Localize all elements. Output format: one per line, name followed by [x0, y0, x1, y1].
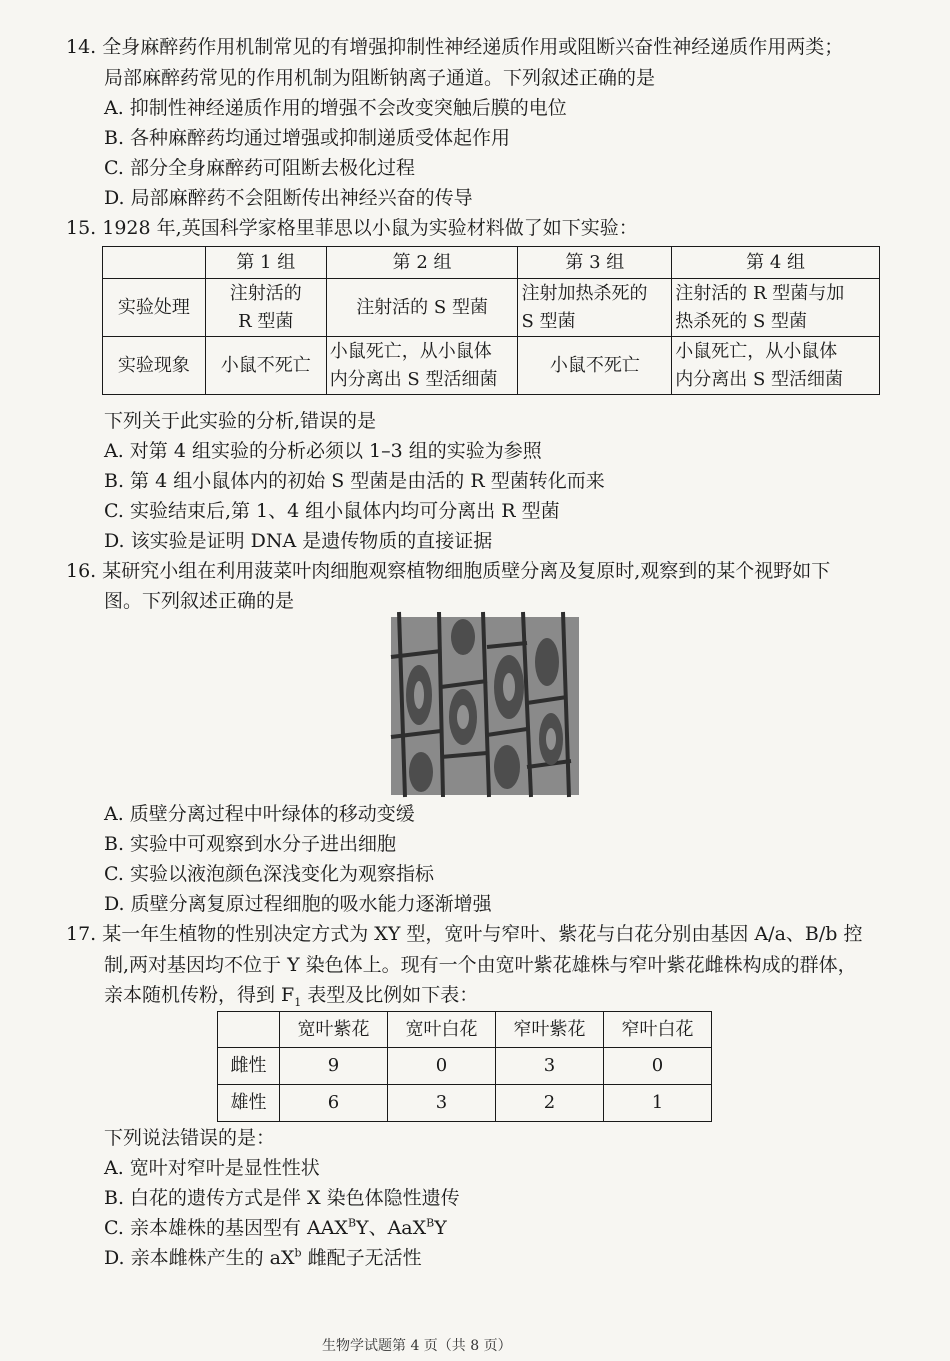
micrograph-image	[391, 617, 579, 795]
table-cell	[205, 337, 326, 395]
q15-experiment-table	[102, 246, 880, 395]
q14-option-a: A. 抑制性神经递质作用的增强不会改变突触后膜的电位	[104, 97, 567, 119]
q15-option-d: D. 该实验是证明 DNA 是遗传物质的直接证据	[104, 530, 493, 552]
table-cell	[672, 279, 880, 337]
table-cell: 3	[496, 1048, 604, 1085]
table-header-cell: 宽叶紫花	[280, 1012, 388, 1048]
table-header-cell: 第 4 组	[672, 247, 880, 279]
table-cell: 0	[604, 1048, 712, 1085]
q17-option-a: A. 宽叶对窄叶是显性性状	[104, 1157, 320, 1179]
table-cell: 6	[280, 1085, 388, 1122]
table-cell: 9	[280, 1048, 388, 1085]
table-cell	[326, 279, 518, 337]
q14-option-d: D. 局部麻醉药不会阻断传出神经兴奋的传导	[104, 187, 473, 209]
table-cell-line: 小鼠死亡，从小鼠体	[675, 340, 838, 362]
table-header-cell: 窄叶紫花	[496, 1012, 604, 1048]
table-row	[218, 1048, 712, 1085]
q14-option-c: C. 部分全身麻醉药可阻断去极化过程	[104, 157, 415, 179]
q16-stem-line2: 图。下列叙述正确的是	[104, 590, 295, 612]
table-cell	[672, 337, 880, 395]
q14-option-b: B. 各种麻醉药均通过增强或抑制递质受体起作用	[104, 127, 511, 149]
page-footer	[322, 1322, 622, 1354]
table-cell: 3	[388, 1085, 496, 1122]
q15-option-c: C. 实验结束后,第 1、4 组小鼠体内均可分离出 R 型菌	[104, 500, 560, 522]
q15-option-a: A. 对第 4 组实验的分析必须以 1–3 组的实验为参照	[104, 440, 542, 462]
option-text: C. 亲本雄株的基因型有 AAX	[104, 1217, 348, 1239]
table-cell-line: 注射加热杀死的	[521, 282, 648, 304]
q17-stem-line3-text: 表型及比例如下表：	[301, 984, 479, 1006]
q15-option-b: B. 第 4 组小鼠体内的初始 S 型菌是由活的 R 型菌转化而来	[104, 470, 605, 492]
option-superscript: B	[347, 1216, 357, 1230]
table-cell	[518, 279, 672, 337]
table-cell-line: R 型菌	[238, 310, 294, 332]
table-cell-line: 注射活的	[229, 282, 302, 304]
q15-prompt: 下列关于此实验的分析,错误的是	[104, 410, 377, 432]
option-text: Y、AaX	[356, 1217, 427, 1239]
table-cell-line: 小鼠不死亡	[549, 354, 640, 376]
table-header-cell	[218, 1012, 280, 1048]
table-row-label: 实验处理	[103, 279, 206, 337]
q16-option-c: C. 实验以液泡颜色深浅变化为观察指标	[104, 863, 434, 885]
table-row	[218, 1012, 712, 1048]
table-cell-line: 热杀死的 S 型菌	[675, 310, 808, 332]
q15-stem: 15. 1928 年,英国科学家格里菲思以小鼠为实验材料做了如下实验：	[66, 217, 638, 239]
q17-stem-line1: 17. 某一年生植物的性别决定方式为 XY 型，宽叶与窄叶、紫花与白花分别由基因 A/a、B/b 控	[66, 923, 863, 945]
table-row	[103, 337, 880, 395]
table-row-label: 雌性	[218, 1048, 280, 1085]
table-cell-line: S 型菌	[521, 310, 576, 332]
option-text: 雌配子无活性	[301, 1247, 422, 1269]
q16-option-d: D. 质壁分离复原过程细胞的吸水能力逐渐增强	[104, 893, 492, 915]
q17-stem-line3-subscript: 1	[294, 995, 302, 1009]
table-cell-line: 注射活的 S 型菌	[356, 296, 488, 318]
q16-option-b: B. 实验中可观察到水分子进出细胞	[104, 833, 397, 855]
q16-stem-line1: 16. 某研究小组在利用菠菜叶肉细胞观察植物细胞质壁分离及复原时,观察到的某个视野如下	[66, 560, 831, 582]
q17-option-c	[104, 1214, 447, 1243]
table-header-cell: 窄叶白花	[604, 1012, 712, 1048]
table-cell	[518, 337, 672, 395]
q17-phenotype-table	[217, 1011, 712, 1122]
table-cell	[326, 337, 518, 395]
table-header-cell: 第 1 组	[205, 247, 326, 279]
footer-text: 生物学试题第 4 页（共 8 页）	[322, 1338, 512, 1354]
table-cell: 0	[388, 1048, 496, 1085]
q14-stem-line1: 14. 全身麻醉药作用机制常见的有增强抑制性神经递质作用或阻断兴奋性神经递质作用两类；	[66, 36, 844, 58]
table-header-cell: 第 2 组	[326, 247, 518, 279]
q17-option-d	[104, 1244, 422, 1273]
q17-prompt: 下列说法错误的是：	[104, 1127, 276, 1149]
table-cell-line: 小鼠不死亡	[220, 354, 311, 376]
q17-stem-line3-text: 亲本随机传粉，得到 F	[104, 984, 295, 1006]
table-cell-line: 内分离出 S 型活细菌	[675, 368, 844, 390]
table-cell-line: 内分离出 S 型活细菌	[329, 368, 498, 390]
table-header-cell: 宽叶白花	[388, 1012, 496, 1048]
q17-stem-line2: 制,两对基因均不位于 Y 染色体上。现有一个由宽叶紫花雄株与窄叶紫花雌株构成的群体，	[104, 954, 857, 976]
table-row	[103, 247, 880, 279]
table-cell-line: 注射活的 R 型菌与加	[675, 282, 845, 304]
option-text: Y	[434, 1217, 447, 1239]
table-cell-line: 小鼠死亡，从小鼠体	[329, 340, 492, 362]
q17-stem-line3	[104, 981, 478, 1010]
table-row-label: 实验现象	[103, 337, 206, 395]
table-cell: 1	[604, 1085, 712, 1122]
option-text: D. 亲本雌株产生的 aX	[104, 1247, 295, 1269]
option-superscript: B	[426, 1216, 435, 1230]
table-header-cell	[103, 247, 206, 279]
q16-option-a: A. 质壁分离过程中叶绿体的移动变缓	[104, 803, 415, 825]
option-superscript: b	[294, 1246, 302, 1260]
table-row-label: 雄性	[218, 1085, 280, 1122]
q14-stem-line2: 局部麻醉药常见的作用机制为阻断钠离子通道。下列叙述正确的是	[104, 67, 656, 89]
table-header-cell: 第 3 组	[518, 247, 672, 279]
q17-option-b: B. 白花的遗传方式是伴 X 染色体隐性遗传	[104, 1187, 460, 1209]
table-row	[218, 1085, 712, 1122]
table-cell	[205, 279, 326, 337]
table-row	[103, 279, 880, 337]
table-cell: 2	[496, 1085, 604, 1122]
